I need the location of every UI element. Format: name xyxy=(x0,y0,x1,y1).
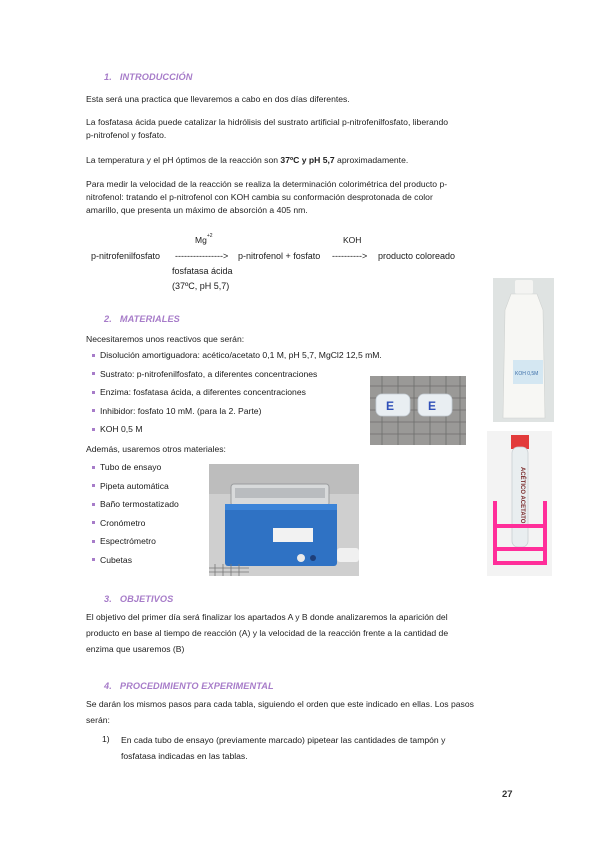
list-item: Sustrato: p-nitrofenilfosfato, a diferentes concentraciones xyxy=(92,365,382,384)
list-item: Pipeta automática xyxy=(92,477,179,496)
list-item: Cubetas xyxy=(92,551,179,570)
procedimiento-line-2: serán: xyxy=(86,715,110,725)
section-title: MATERIALES xyxy=(119,314,180,324)
list-item: Inhibidor: fosfato 10 mM. (para la 2. Parte) xyxy=(92,402,382,421)
materiales-intro-2: Además, usaremos otros materiales: xyxy=(86,444,226,454)
products-label: p-nitrofenol + fosfato xyxy=(238,251,321,261)
list-item: Cronómetro xyxy=(92,514,179,533)
p3-text: La temperatura y el pH óptimos de la reacción son xyxy=(86,155,281,165)
reaction-arrow-2: ----------> xyxy=(332,251,368,261)
reaction-arrow-1: ----------------> xyxy=(175,251,229,261)
substrate-label: p-nitrofenilfosfato xyxy=(91,251,161,261)
intro-paragraph-4-line-2: nitrofenol: tratando el p-nitrofenol con KOH cambia su conformación desprotonada de color xyxy=(86,192,433,202)
water-bath-photo xyxy=(209,464,359,576)
step-number: 1) xyxy=(102,734,110,744)
objetivos-line-1: El objetivo del primer día será finalizar los apartados A y B donde analizaremos la aparición del xyxy=(86,612,448,622)
intro-paragraph-4-line-3: amarillo, que presenta un máximo de absorción a 405 nm. xyxy=(86,205,308,215)
objetivos-line-3: enzima que usaremos (B) xyxy=(86,644,185,654)
p3-bold: 37ºC y pH 5,7 xyxy=(280,155,335,165)
page-number: 27 xyxy=(502,789,513,800)
section-number: 2. xyxy=(104,314,112,324)
conditions-label: (37ºC, pH 5,7) xyxy=(172,281,230,291)
section-heading-objetivos xyxy=(104,594,173,604)
section-heading-procedimiento xyxy=(104,681,274,691)
materiales-intro: Necesitaremos unos reactivos que serán: xyxy=(86,334,245,344)
list-item: Tubo de ensayo xyxy=(92,458,179,477)
objetivos-line-2: producto en base al tiempo de reacción (A) y la velocidad de la reacción frente a la cantidad de xyxy=(86,628,449,638)
intro-paragraph-1: Esta será una practica que llevaremos a cabo en dos días diferentes. xyxy=(86,94,350,104)
cuvette-icon xyxy=(370,376,466,445)
enzyme-label: fosfatasa ácida xyxy=(172,266,233,276)
intro-paragraph-2-line-2: p-nitrofenol y fosfato. xyxy=(86,130,167,140)
step-text-line-1: En cada tubo de ensayo (previamente marcado) pipetear las cantidades de tampón y xyxy=(121,735,446,745)
intro-paragraph-4-line-1: Para medir la velocidad de la reacción se realiza la determinación colorimétrica del producto p- xyxy=(86,179,448,189)
section-heading-materiales xyxy=(104,314,180,324)
list-item: Espectrómetro xyxy=(92,532,179,551)
svg-text:E: E xyxy=(386,399,395,413)
svg-text:E: E xyxy=(428,399,437,413)
koh-label: KOH xyxy=(343,235,362,245)
reactivos-list xyxy=(92,346,382,439)
koh-bottle-photo xyxy=(493,278,554,422)
intro-paragraph-2-line-1: La fosfatasa ácida puede catalizar la hidrólisis del sustrato artificial p-nitrofenilfosfato, liberando xyxy=(86,117,449,127)
section-number: 3. xyxy=(104,594,112,604)
svg-text:ACÉTICO ACETATO: ACÉTICO ACETATO xyxy=(519,467,525,524)
tube-stand-photo xyxy=(487,431,552,576)
section-title: PROCEDIMIENTO EXPERIMENTAL xyxy=(119,681,274,691)
svg-text:KOH 0,5M: KOH 0,5M xyxy=(515,371,539,377)
final-product-label: producto coloreado xyxy=(378,251,456,261)
bottle-icon xyxy=(493,278,554,422)
step-text-line-2: fosfatasa indicadas en las tablas. xyxy=(121,751,248,761)
cuvettes-photo xyxy=(370,376,466,445)
section-number: 4. xyxy=(104,681,112,691)
section-title: INTRODUCCIÓN xyxy=(119,72,193,82)
otros-materiales-list xyxy=(92,458,179,570)
reaction-scheme xyxy=(86,235,476,295)
list-item: KOH 0,5 M xyxy=(92,420,382,439)
section-number: 1. xyxy=(104,72,112,82)
list-item: Enzima: fosfatasa ácida, a diferentes concentraciones xyxy=(92,383,382,402)
list-item: Baño termostatizado xyxy=(92,495,179,514)
section-title: OBJETIVOS xyxy=(119,594,174,604)
intro-paragraph-3 xyxy=(86,154,408,167)
water-bath-icon xyxy=(209,464,359,576)
section-heading-introduccion xyxy=(104,72,193,82)
test-tube-icon xyxy=(487,431,552,576)
cofactor-label: $Mg^{+2}$ xyxy=(195,233,213,245)
list-item: Disolución amortiguadora: acético/acetato 0,1 M, pH 5,7, MgCl2 12,5 mM. xyxy=(92,346,382,365)
p3-text-end: aproximadamente. xyxy=(334,155,409,165)
procedimiento-line-1: Se darán los mismos pasos para cada tabla, siguiendo el orden que este indicado en ellas. Los pasos xyxy=(86,699,474,709)
